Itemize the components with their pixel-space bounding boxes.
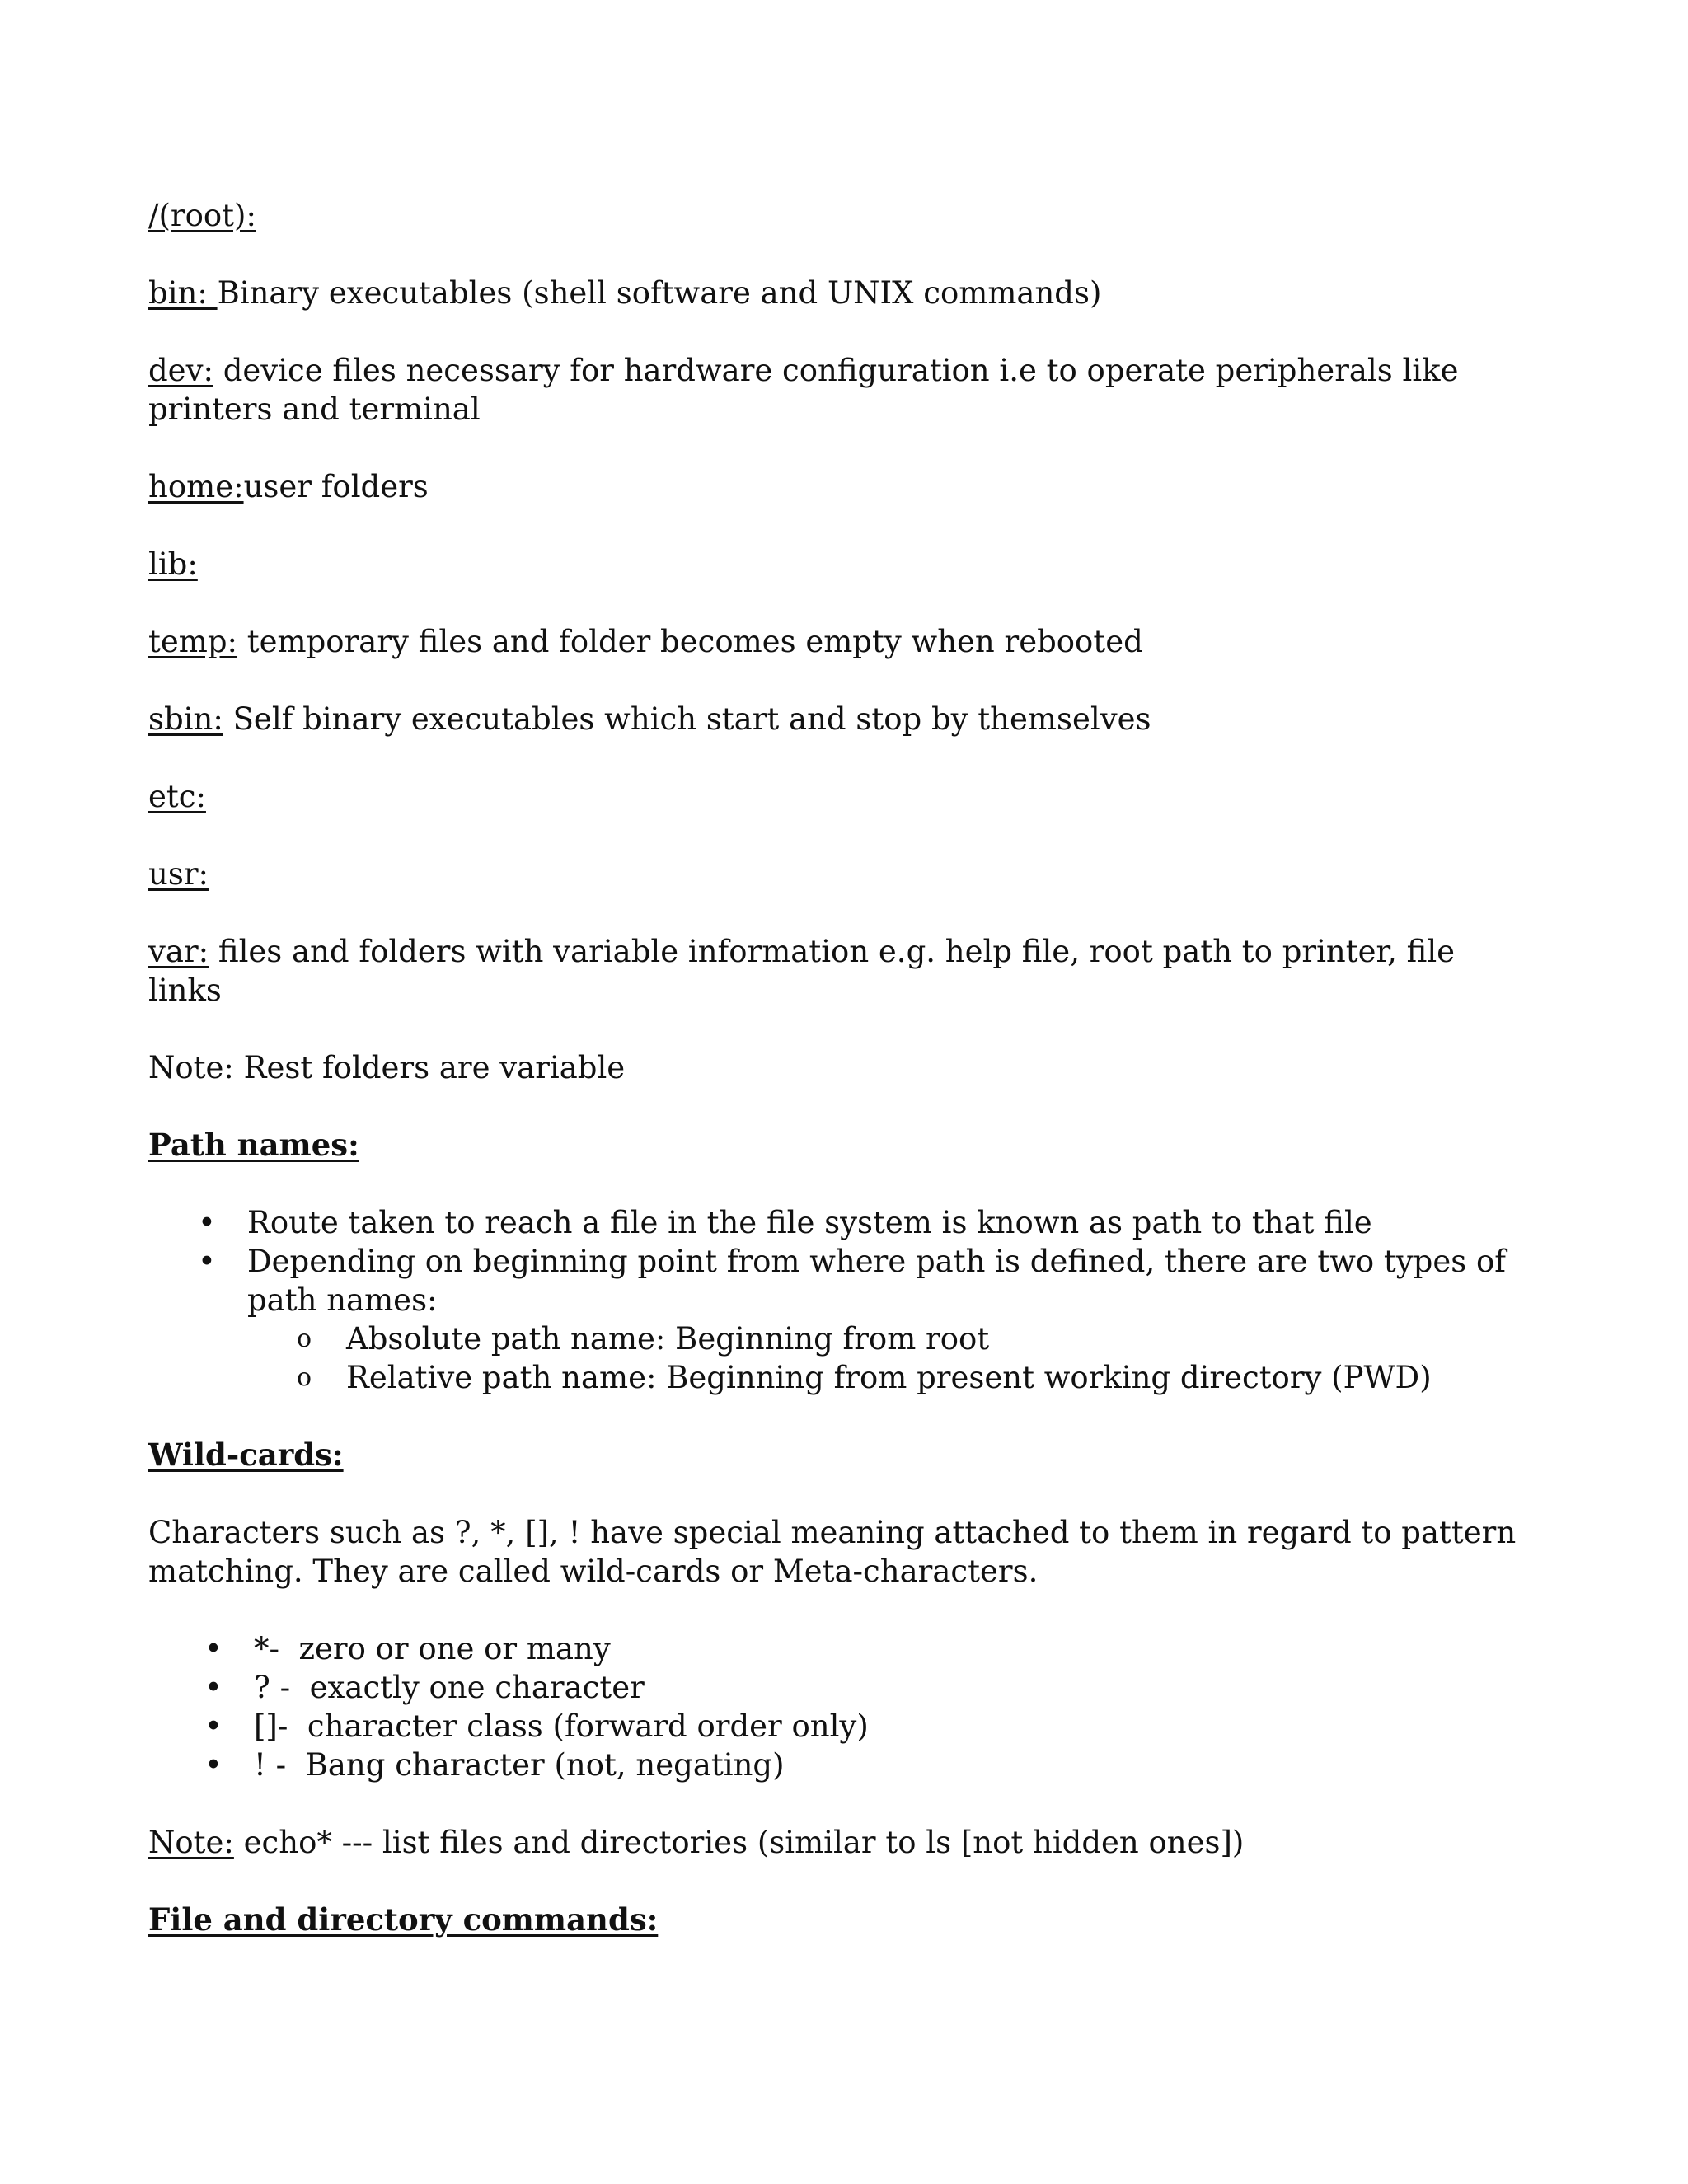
dir-dev: [148, 351, 1533, 429]
dir-name: dev:: [148, 353, 213, 388]
document-page: [148, 196, 1533, 1978]
sub-list-item-text: Absolute path name: Beginning from root: [346, 1321, 990, 1357]
circle-bullet-icon: o: [297, 1363, 312, 1392]
dir-usr: [148, 855, 1533, 893]
wildcards-list: [148, 1629, 1533, 1784]
dir-name: /(root):: [148, 198, 256, 233]
sub-list-item-text: Relative path name: Beginning from present working directory (PWD): [346, 1360, 1432, 1395]
dir-bin: [148, 274, 1533, 312]
sub-list-item: [247, 1358, 1533, 1397]
dir-desc: user folders: [243, 469, 429, 504]
wildcard-text: zero or one or many: [298, 1631, 611, 1666]
path-types-sublist: [247, 1319, 1533, 1397]
wildcards-heading: Wild-cards:: [148, 1436, 344, 1473]
wildcard-text: exactly one character: [309, 1670, 645, 1705]
dir-name: etc:: [148, 779, 206, 814]
dir-desc: files and folders with variable information e.g. help file, root path to printer, file links: [148, 934, 1456, 1008]
dir-name: home:: [148, 469, 244, 504]
dir-sbin: [148, 700, 1533, 738]
list-item: [148, 1746, 1533, 1784]
list-item: [148, 1668, 1533, 1707]
note-rest-folders: Note: Rest folders are variable: [148, 1050, 626, 1085]
list-item: [148, 1707, 1533, 1746]
wildcard-mark: ! -: [254, 1747, 287, 1783]
dir-lib: [148, 545, 1533, 583]
list-item-text: Depending on beginning point from where path is defined, there are two types of path names:: [247, 1244, 1506, 1318]
list-item: [148, 1629, 1533, 1668]
dir-temp: [148, 622, 1533, 661]
dir-name: var:: [148, 934, 209, 969]
dir-desc: device files necessary for hardware configuration i.e to operate peripherals like printers and terminal: [148, 353, 1459, 427]
dir-root: [148, 196, 1533, 235]
bullet-icon: •: [204, 1670, 223, 1705]
path-names-list: [148, 1203, 1533, 1397]
bullet-icon: •: [204, 1708, 223, 1744]
list-item: [148, 1203, 1533, 1242]
list-item-text: Route taken to reach a file in the file system is known as path to that file: [247, 1205, 1372, 1240]
dir-name: temp:: [148, 624, 238, 659]
bullet-icon: •: [198, 1244, 216, 1279]
wildcard-mark: []-: [254, 1708, 288, 1744]
circle-bullet-icon: o: [297, 1324, 312, 1353]
dir-home: [148, 467, 1533, 506]
note-echo: [148, 1823, 1533, 1862]
path-names-heading: Path names:: [148, 1127, 359, 1163]
dir-etc: [148, 777, 1533, 816]
note-label: Note:: [148, 1825, 234, 1860]
wildcard-mark: *-: [254, 1631, 280, 1666]
dir-desc: temporary files and folder becomes empty when rebooted: [237, 624, 1143, 659]
bullet-icon: •: [198, 1205, 216, 1240]
sub-list-item: [247, 1319, 1533, 1358]
dir-name: sbin:: [148, 701, 223, 737]
bullet-icon: •: [204, 1747, 223, 1783]
dir-name: lib:: [148, 546, 198, 582]
dir-desc: Self binary executables which start and stop by themselves: [223, 701, 1151, 737]
wildcard-mark: ? -: [254, 1670, 291, 1705]
note-text: echo* --- list files and directories (similar to ls [not hidden ones]): [233, 1825, 1245, 1860]
dir-desc: Binary executables (shell software and UNIX commands): [217, 275, 1102, 311]
wildcard-text: Bang character (not, negating): [305, 1747, 785, 1783]
wildcards-intro: Characters such as ?, *, [], ! have special meaning attached to them in regard to pattern matching. They are called wild-cards or Meta-characters.: [148, 1515, 1517, 1589]
list-item: [148, 1242, 1533, 1397]
bullet-icon: •: [204, 1631, 223, 1666]
dir-var: [148, 932, 1533, 1010]
dir-name: bin:: [148, 275, 218, 311]
dir-name: usr:: [148, 856, 209, 892]
file-directory-commands-heading: File and directory commands:: [148, 1901, 659, 1938]
wildcard-text: character class (forward order only): [307, 1708, 869, 1744]
